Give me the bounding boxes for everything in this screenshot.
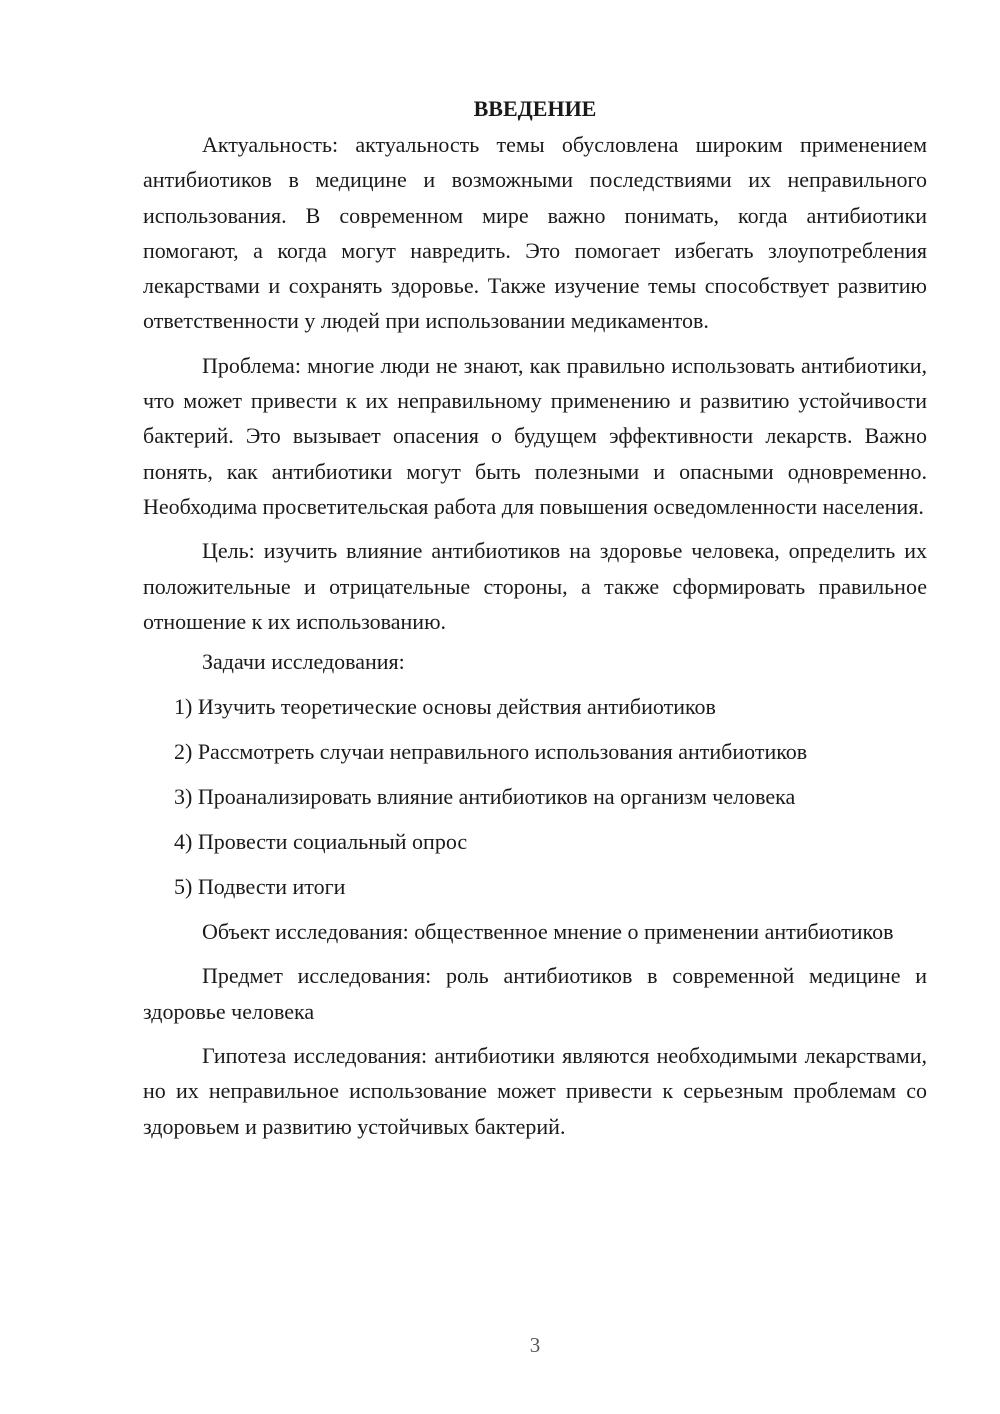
list-item: 3) Проанализировать влияние антибиотиков на организм человека [174,784,796,810]
tasks-heading: Задачи исследования: [202,649,405,675]
list-item: 5) Подвести итоги [174,874,346,900]
relevance-paragraph: Актуальность: актуальность темы обусловлена широким применением антибиотиков в медицине и возможными последствиями их неправильного использования. В современном мире важно понимать, когда антибиотики помогают, а когда могут навредить. Это помогает избегать злоупотребления лекарствами и сохранять здоровье. Также изучение темы способствует развитию ответственности у людей при использовании медикаментов. [143,132,927,334]
list-item: 2) Рассмотреть случаи неправильного использования антибиотиков [174,739,808,765]
list-item: 1) Изучить теоретические основы действия антибиотиков [174,694,716,720]
tasks-list [143,689,927,904]
list-item: 4) Провести социальный опрос [174,829,468,855]
page-number: 3 [529,1333,541,1357]
problem-paragraph: Проблема: многие люди не знают, как правильно использовать антибиотики, что может привести к их неправильному применению и развитию устойчивости бактерий. Это вызывает опасения о будущем эффективности лекарств. Важно понять, как антибиотики могут быть полезными и опасными одновременно. Необходима просветительская работа для повышения осведомленности населения. [143,352,927,519]
document-page [143,92,927,1153]
goal-paragraph: Цель: изучить влияние антибиотиков на здоровье человека, определить их положительные и отрицательные стороны, а также сформировать правильное отношение к их использованию. [143,538,927,634]
object-paragraph: Объект исследования: общественное мнение о применении антибиотиков [202,919,894,945]
hypothesis-paragraph: Гипотеза исследования: антибиотики являются необходимыми лекарствами, но их неправильное использование может привести к серьезным проблемам со здоровьем и развитию устойчивых бактерий. [143,1043,927,1139]
subject-paragraph: Предмет исследования: роль антибиотиков в современной медицине и здоровье человека [143,963,927,1024]
section-heading: ВВЕДЕНИЕ [473,96,597,121]
